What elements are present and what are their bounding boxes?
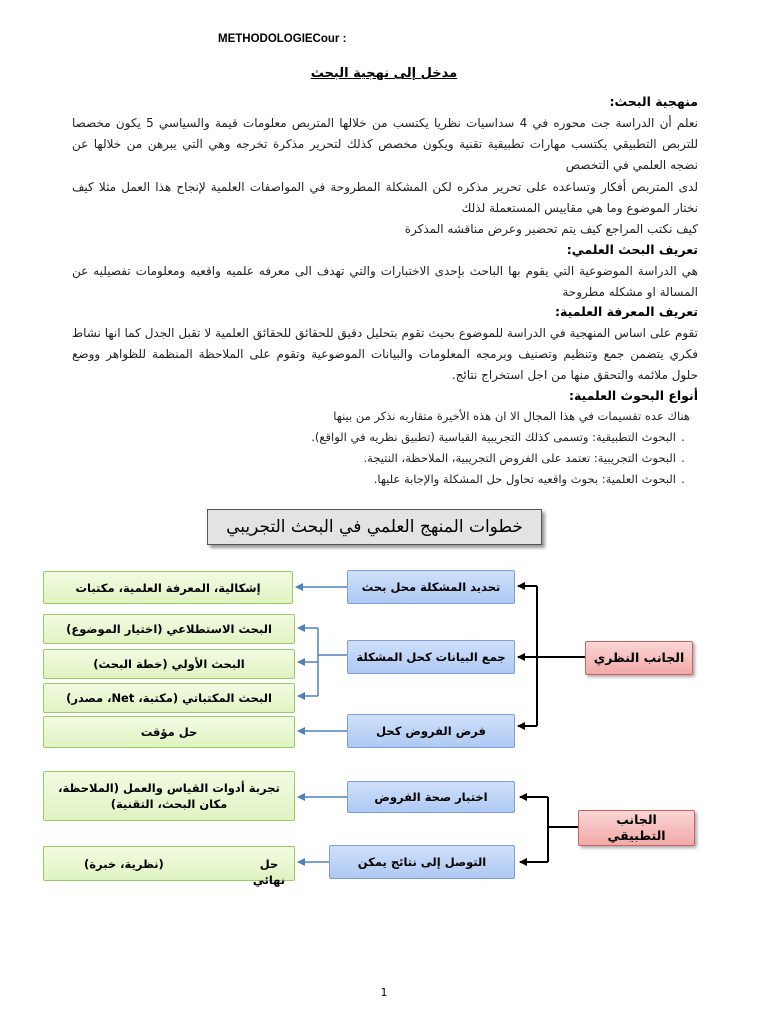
heading-knowledge: تعريف المعرفة العلمية: <box>555 304 698 319</box>
final-result-box <box>43 846 295 887</box>
paragraph-knowledge: تقوم على اساس المنهجية في الدراسة للموضوع بحيث تقوم بتحليل دقيق للحقائق للحقائق العلمية لا تقبل الجدل كما انها نشاط فكري يتضمن جمع وتنظيم وتصنيف وبرمجه المعلومات والبيانات الموضوعية وتقوم على الملاحظة المنظمة للظواهر ووضع حلول ملائمه والتحقق منها من اجل استخراج نتائج. <box>72 326 698 382</box>
theory-side-box: الجانب النظري <box>585 641 693 675</box>
applied-bracket <box>520 797 578 862</box>
step-box: جمع البيانات كحل المشكلة <box>347 640 515 674</box>
heading-definition: تعريف البحث العلمي: <box>566 242 698 257</box>
theory-bracket <box>518 586 585 726</box>
document-title: مدخل إلى نهجية البحث <box>310 66 458 81</box>
result-box: البحث المكتباتي (مكتبة، Net، مصدر) <box>43 683 295 713</box>
paragraph-methodology-2: لدى المتربص أفكار وتساعده على تحرير مذكره لكن المشكلة المطروحة في المواصفات العلمية لإنجاح هذا العمل مثلا كيف نختار الموضوع وما هي مقاييس المستعملة لذلك <box>72 180 698 215</box>
step-box: فرض الفروض كحل <box>347 714 515 748</box>
result-box: البحث الأولي (خطة البحث) <box>43 649 295 679</box>
result-box: البحث الاستطلاعي (اختيار الموضوع) <box>43 614 295 644</box>
final-solution-label: حل نهائي <box>252 857 286 887</box>
paragraph-methodology-3: كيف نكتب المراجع كيف يتم تحضير وعرض مناقشه المذكرة <box>404 222 698 236</box>
step-box: اختبار صحة الفروض <box>347 781 515 813</box>
heading-methodology: منهجية البحث: <box>609 94 698 109</box>
types-intro: هناك عده تقسيمات في هذا المجال الا ان هذه الأخيرة متقاربه نذكر من بينها <box>333 409 690 423</box>
bullet: . <box>681 430 685 444</box>
step-box: التوصل إلى نتائج يمكن <box>329 845 515 879</box>
paragraph-methodology-1: نعلم أن الدراسة جت محوره في 4 سداسيات نظريا يكتسب من خلالها المتربص معلومات قيمة والسياسي 5 يكون مخصصا للتربص التطبيقي يكتسب مهارات تطبيقية تقنية ويكون مخصص كذلك لتحرير مذكرة تخرجه وهي التي يبرهن من خلالها عن نضجه العلمي في التخصص <box>72 116 699 172</box>
result-box: حل مؤقت <box>43 716 295 748</box>
final-result-label: (نظرية، خبرة) <box>84 857 164 871</box>
blue-arrows <box>296 587 347 862</box>
list-item: .البحوث التطبيقية: وتسمى كذلك التجريبية القياسية (تطبيق نظريه في الواقع). <box>311 427 690 447</box>
page-number: 1 <box>380 986 388 999</box>
diagram-title-box: خطوات المنهج العلمي في البحث التجريبي <box>207 509 542 545</box>
step-box: تحديد المشكلة محل بحث <box>347 570 515 604</box>
bullet: . <box>681 451 685 465</box>
list-item: .البحوث العلمية: بحوث واقعيه تحاول حل المشكلة والإجابة عليها. <box>374 469 690 489</box>
course-header: METHODOLOGIECour : <box>218 33 347 45</box>
bullet: . <box>681 472 685 486</box>
list-item: .البحوث التجريبية: تعتمد على الفروض التجريبية، الملاحظة، النتيجة. <box>364 448 690 468</box>
heading-types: أنواع البحوث العلمية: <box>568 388 698 403</box>
result-box: تجربة أدوات القياس والعمل (الملاحظة، مكان البحث، التقنية) <box>43 771 295 821</box>
applied-side-box: الجانب التطبيقي <box>578 810 695 846</box>
paragraph-definition: هي الدراسة الموضوعية التي يقوم بها الباحث بإحدى الاختبارات والتي تهدف الى معرفه علميه واقعيه ومعلومات تفصيليه عن المسالة او مشكله مطروحة <box>72 264 698 299</box>
result-box: إشكالية، المعرفة العلمية، مكتبات <box>43 571 293 604</box>
